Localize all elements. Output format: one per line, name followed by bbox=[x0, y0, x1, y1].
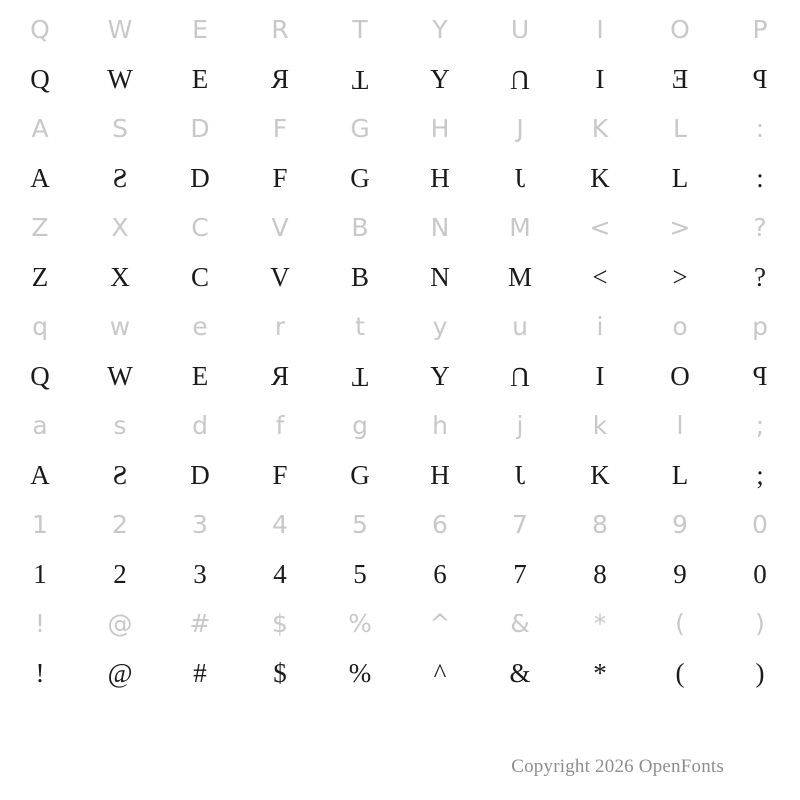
key-cell: g bbox=[352, 411, 368, 440]
key-cell: l bbox=[676, 411, 684, 440]
glyph-row bbox=[0, 353, 800, 400]
glyph-cell: Y bbox=[430, 64, 450, 94]
key-cell: H bbox=[430, 114, 450, 143]
glyph-cell: 7 bbox=[513, 559, 527, 589]
glyph-cell: F bbox=[272, 460, 288, 490]
glyph-cell: I bbox=[595, 64, 605, 94]
key-cell: G bbox=[350, 114, 370, 143]
glyph-cell: D bbox=[190, 460, 210, 490]
key-cell: 0 bbox=[752, 510, 768, 539]
copyright-notice: Copyright 2026 OpenFonts bbox=[511, 756, 724, 777]
key-row bbox=[0, 301, 800, 353]
glyph-cell: < bbox=[592, 262, 608, 292]
glyph-cell: E bbox=[191, 64, 209, 94]
key-cell: $ bbox=[272, 609, 288, 638]
key-cell: # bbox=[189, 609, 211, 638]
key-cell: a bbox=[32, 411, 48, 440]
glyph-cell: 5 bbox=[353, 559, 367, 589]
glyph-cell: W bbox=[107, 361, 133, 391]
key-cell: @ bbox=[107, 609, 133, 638]
glyph-cell: 6 bbox=[433, 559, 447, 589]
glyph-cell: L bbox=[671, 460, 689, 490]
key-cell: h bbox=[432, 411, 448, 440]
key-cell: 1 bbox=[32, 510, 48, 539]
key-row bbox=[0, 499, 800, 551]
key-cell: u bbox=[512, 312, 528, 341]
glyph-cell: G bbox=[350, 460, 370, 490]
glyph-cell: 1 bbox=[33, 559, 47, 589]
key-cell: % bbox=[348, 609, 372, 638]
glyph-cell: V bbox=[270, 262, 290, 292]
key-cell: * bbox=[593, 609, 607, 638]
key-cell: F bbox=[272, 114, 288, 143]
key-cell: 3 bbox=[192, 510, 208, 539]
key-cell: J bbox=[516, 114, 524, 143]
key-cell: p bbox=[752, 312, 768, 341]
glyph-cell: 0 bbox=[753, 559, 767, 589]
key-cell: r bbox=[274, 312, 286, 341]
glyph-cell: S bbox=[112, 460, 128, 490]
key-cell: f bbox=[275, 411, 285, 440]
key-cell: e bbox=[192, 312, 208, 341]
glyph-cell: # bbox=[193, 658, 207, 688]
glyph-cell: 4 bbox=[273, 559, 287, 589]
key-cell: 8 bbox=[592, 510, 608, 539]
glyph-cell: Q bbox=[30, 64, 50, 94]
key-cell: s bbox=[113, 411, 127, 440]
key-cell: k bbox=[592, 411, 608, 440]
key-cell: P bbox=[752, 15, 768, 44]
key-cell: 7 bbox=[512, 510, 528, 539]
glyph-cell: ) bbox=[755, 658, 765, 688]
glyph-cell: 2 bbox=[113, 559, 127, 589]
key-cell: U bbox=[510, 15, 530, 44]
glyph-cell: 3 bbox=[193, 559, 207, 589]
key-cell: A bbox=[31, 114, 49, 143]
key-cell: S bbox=[112, 114, 128, 143]
key-cell: Y bbox=[432, 15, 448, 44]
key-cell: M bbox=[509, 213, 531, 242]
key-cell: R bbox=[271, 15, 289, 44]
glyph-cell: T bbox=[351, 362, 369, 392]
glyph-cell: P bbox=[752, 64, 768, 94]
glyph-cell: X bbox=[110, 262, 130, 292]
key-cell: ! bbox=[34, 609, 46, 638]
glyph-cell: G bbox=[350, 163, 370, 193]
glyph-cell: D bbox=[190, 163, 210, 193]
key-cell: 2 bbox=[112, 510, 128, 539]
key-cell: E bbox=[192, 15, 208, 44]
key-cell: t bbox=[355, 312, 365, 341]
key-cell: I bbox=[596, 15, 604, 44]
glyph-cell: : bbox=[756, 163, 764, 193]
key-cell: > bbox=[669, 213, 691, 242]
key-cell: & bbox=[510, 609, 530, 638]
glyph-cell: ; bbox=[756, 460, 764, 490]
glyph-row bbox=[0, 650, 800, 697]
glyph-cell: $ bbox=[273, 658, 287, 688]
glyph-cell: E bbox=[191, 361, 209, 391]
key-cell: ( bbox=[675, 609, 685, 638]
glyph-cell: T bbox=[351, 65, 369, 95]
glyph-cell: @ bbox=[107, 658, 133, 688]
key-row bbox=[0, 400, 800, 452]
key-row bbox=[0, 598, 800, 650]
glyph-row bbox=[0, 452, 800, 499]
glyph-cell: L bbox=[671, 163, 689, 193]
key-cell: q bbox=[32, 312, 48, 341]
glyph-cell: K bbox=[590, 163, 610, 193]
glyph-cell: Q bbox=[30, 361, 50, 391]
glyph-cell: R bbox=[271, 64, 290, 94]
key-cell: ^ bbox=[429, 609, 451, 638]
glyph-cell: O bbox=[670, 361, 690, 391]
glyph-cell: 9 bbox=[673, 559, 687, 589]
glyph-cell: H bbox=[430, 460, 450, 490]
key-cell: j bbox=[516, 411, 524, 440]
glyph-cell: ! bbox=[35, 658, 45, 688]
glyph-cell: * bbox=[593, 658, 607, 688]
glyph-cell: U bbox=[510, 362, 530, 392]
key-cell: X bbox=[111, 213, 129, 242]
key-cell: Z bbox=[31, 213, 49, 242]
glyph-cell: B bbox=[350, 262, 369, 292]
key-cell: L bbox=[673, 114, 687, 143]
glyph-cell: M bbox=[507, 262, 532, 292]
glyph-cell: ? bbox=[754, 262, 766, 292]
key-cell: 4 bbox=[272, 510, 288, 539]
key-cell: ? bbox=[753, 213, 767, 242]
glyph-cell: H bbox=[430, 163, 450, 193]
key-cell: < bbox=[589, 213, 611, 242]
glyph-cell: % bbox=[348, 658, 372, 688]
key-row bbox=[0, 202, 800, 254]
glyph-row bbox=[0, 551, 800, 598]
key-cell: D bbox=[190, 114, 210, 143]
key-cell: T bbox=[352, 15, 368, 44]
glyph-cell: J bbox=[514, 163, 526, 193]
glyph-cell: Z bbox=[31, 262, 49, 292]
glyph-row bbox=[0, 155, 800, 202]
key-cell: 5 bbox=[352, 510, 368, 539]
glyph-cell: N bbox=[430, 262, 450, 292]
key-cell: 6 bbox=[432, 510, 448, 539]
key-cell: Q bbox=[30, 15, 50, 44]
glyph-cell: ^ bbox=[433, 658, 447, 688]
key-row bbox=[0, 4, 800, 56]
glyph-cell: Y bbox=[430, 361, 450, 391]
key-cell: C bbox=[191, 213, 209, 242]
glyph-cell: K bbox=[590, 460, 610, 490]
key-cell: K bbox=[591, 114, 609, 143]
glyph-cell: E bbox=[671, 64, 689, 94]
glyph-cell: & bbox=[509, 658, 531, 688]
glyph-cell: S bbox=[112, 163, 128, 193]
glyph-cell: P bbox=[752, 361, 768, 391]
glyph-cell: F bbox=[272, 163, 288, 193]
glyph-cell: 8 bbox=[593, 559, 607, 589]
glyph-cell: A bbox=[30, 460, 50, 490]
key-cell: W bbox=[107, 15, 133, 44]
key-cell: 9 bbox=[672, 510, 688, 539]
key-cell: B bbox=[351, 213, 369, 242]
glyph-row bbox=[0, 254, 800, 301]
key-cell: : bbox=[755, 114, 765, 143]
glyph-cell: J bbox=[514, 460, 526, 490]
key-cell: N bbox=[430, 213, 450, 242]
key-cell: O bbox=[670, 15, 690, 44]
key-cell: i bbox=[596, 312, 604, 341]
glyph-cell: A bbox=[30, 163, 50, 193]
glyph-row bbox=[0, 56, 800, 103]
glyph-cell: R bbox=[271, 361, 290, 391]
glyph-cell: I bbox=[595, 361, 605, 391]
key-cell: o bbox=[672, 312, 688, 341]
key-cell: V bbox=[271, 213, 289, 242]
key-cell: w bbox=[109, 312, 131, 341]
key-cell: y bbox=[432, 312, 448, 341]
key-row bbox=[0, 103, 800, 155]
key-cell: ; bbox=[755, 411, 765, 440]
glyph-cell: U bbox=[510, 65, 530, 95]
glyph-cell: W bbox=[107, 64, 133, 94]
glyph-cell: > bbox=[672, 262, 688, 292]
key-cell: d bbox=[192, 411, 208, 440]
key-cell: ) bbox=[755, 609, 765, 638]
glyph-cell: C bbox=[190, 262, 209, 292]
glyph-cell: ( bbox=[675, 658, 685, 688]
